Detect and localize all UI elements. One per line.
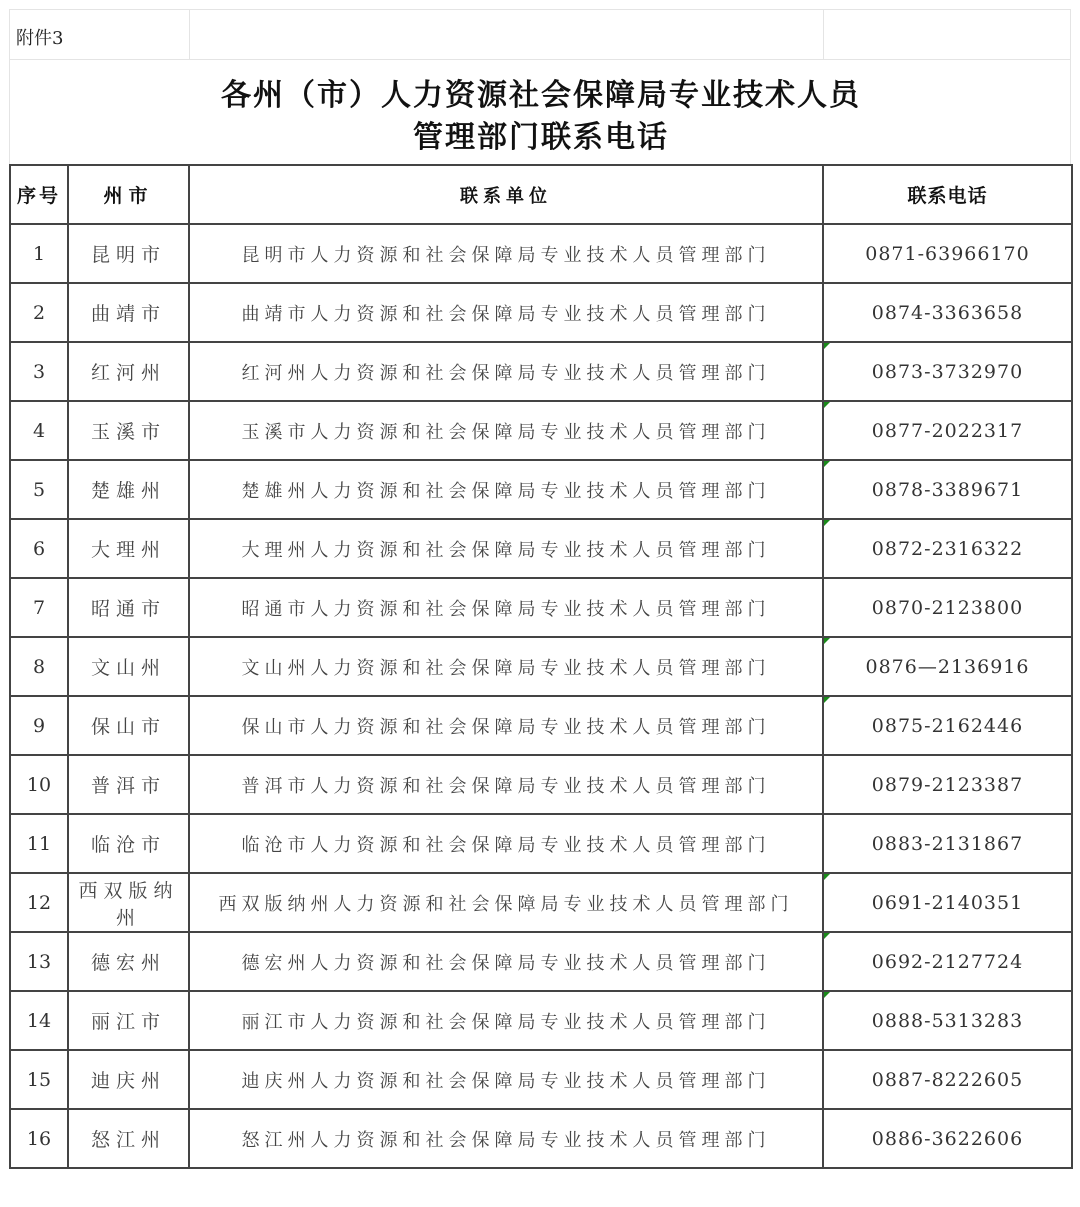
row-unit[interactable]: 怒江州人力资源和社会保障局专业技术人员管理部门	[189, 1109, 823, 1168]
row-city[interactable]: 临沧市	[68, 814, 189, 873]
row-unit[interactable]: 红河州人力资源和社会保障局专业技术人员管理部门	[189, 342, 823, 401]
row-phone[interactable]: 0887-8222605	[823, 1050, 1072, 1109]
row-number[interactable]: 7	[10, 578, 68, 637]
header-no[interactable]: 序号	[10, 165, 68, 224]
row-phone[interactable]: 0875-2162446	[823, 696, 1072, 755]
table-row	[10, 1109, 1072, 1168]
row-phone[interactable]: 0873-3732970	[823, 342, 1072, 401]
table-row	[10, 637, 1072, 696]
header-row	[10, 165, 1072, 224]
row-city[interactable]: 西双版纳州	[68, 873, 189, 932]
row-number[interactable]: 11	[10, 814, 68, 873]
row-city[interactable]: 楚雄州	[68, 460, 189, 519]
row-number[interactable]: 8	[10, 637, 68, 696]
row-city[interactable]: 曲靖市	[68, 283, 189, 342]
row-number[interactable]: 4	[10, 401, 68, 460]
table-row	[10, 814, 1072, 873]
table-row	[10, 873, 1072, 932]
attachment-label: 附件3	[16, 28, 64, 49]
row-phone[interactable]: 0871-63966170	[823, 224, 1072, 283]
row-unit[interactable]: 玉溪市人力资源和社会保障局专业技术人员管理部门	[189, 401, 823, 460]
row-unit[interactable]: 昭通市人力资源和社会保障局专业技术人员管理部门	[189, 578, 823, 637]
row-phone[interactable]: 0872-2316322	[823, 519, 1072, 578]
row-phone[interactable]: 0883-2131867	[823, 814, 1072, 873]
row-number[interactable]: 15	[10, 1050, 68, 1109]
attachment-cell[interactable]	[10, 10, 190, 59]
row-number[interactable]: 14	[10, 991, 68, 1050]
table-row	[10, 283, 1072, 342]
document-title	[10, 75, 1072, 159]
row-number[interactable]: 9	[10, 696, 68, 755]
row-phone[interactable]: 0888-5313283	[823, 991, 1072, 1050]
row-unit[interactable]: 德宏州人力资源和社会保障局专业技术人员管理部门	[189, 932, 823, 991]
title-line-2: 管理部门联系电话	[413, 120, 669, 155]
row-number[interactable]: 12	[10, 873, 68, 932]
row-number[interactable]: 16	[10, 1109, 68, 1168]
table-row	[10, 460, 1072, 519]
title-cell[interactable]	[9, 60, 1071, 164]
header-unit[interactable]: 联系单位	[189, 165, 823, 224]
page-cutoff	[0, 1195, 1080, 1207]
row-unit[interactable]: 曲靖市人力资源和社会保障局专业技术人员管理部门	[189, 283, 823, 342]
table-row	[10, 1050, 1072, 1109]
row-number[interactable]: 1	[10, 224, 68, 283]
row-city[interactable]: 普洱市	[68, 755, 189, 814]
row-unit[interactable]: 大理州人力资源和社会保障局专业技术人员管理部门	[189, 519, 823, 578]
attachment-row	[9, 9, 1071, 60]
row-city[interactable]: 德宏州	[68, 932, 189, 991]
row-number[interactable]: 10	[10, 755, 68, 814]
table-row	[10, 401, 1072, 460]
header-city[interactable]: 州市	[68, 165, 189, 224]
row-unit[interactable]: 保山市人力资源和社会保障局专业技术人员管理部门	[189, 696, 823, 755]
table-row	[10, 932, 1072, 991]
contact-table	[9, 164, 1073, 1169]
row-unit[interactable]: 楚雄州人力资源和社会保障局专业技术人员管理部门	[189, 460, 823, 519]
title-line-1: 各州（市）人力资源社会保障局专业技术人员	[221, 78, 861, 113]
row-city[interactable]: 保山市	[68, 696, 189, 755]
row-number[interactable]: 3	[10, 342, 68, 401]
row-number[interactable]: 2	[10, 283, 68, 342]
row-city[interactable]: 大理州	[68, 519, 189, 578]
row-phone[interactable]: 0691-2140351	[823, 873, 1072, 932]
row-number[interactable]: 5	[10, 460, 68, 519]
table-body	[10, 224, 1072, 1168]
row-city[interactable]: 怒江州	[68, 1109, 189, 1168]
table-row	[10, 519, 1072, 578]
row-unit[interactable]: 丽江市人力资源和社会保障局专业技术人员管理部门	[189, 991, 823, 1050]
table-row	[10, 578, 1072, 637]
row-city[interactable]: 迪庆州	[68, 1050, 189, 1109]
table-row	[10, 342, 1072, 401]
row-unit[interactable]: 昆明市人力资源和社会保障局专业技术人员管理部门	[189, 224, 823, 283]
row-unit[interactable]: 临沧市人力资源和社会保障局专业技术人员管理部门	[189, 814, 823, 873]
row-phone[interactable]: 0692-2127724	[823, 932, 1072, 991]
row-number[interactable]: 13	[10, 932, 68, 991]
row-phone[interactable]: 0878-3389671	[823, 460, 1072, 519]
table-row	[10, 224, 1072, 283]
row-unit[interactable]: 普洱市人力资源和社会保障局专业技术人员管理部门	[189, 755, 823, 814]
table-row	[10, 696, 1072, 755]
row-city[interactable]: 昭通市	[68, 578, 189, 637]
row-phone[interactable]: 0874-3363658	[823, 283, 1072, 342]
table-row	[10, 755, 1072, 814]
row-unit[interactable]: 迪庆州人力资源和社会保障局专业技术人员管理部门	[189, 1050, 823, 1109]
row-number[interactable]: 6	[10, 519, 68, 578]
row-phone[interactable]: 0876—2136916	[823, 637, 1072, 696]
header-phone[interactable]: 联系电话	[823, 165, 1072, 224]
row-phone[interactable]: 0879-2123387	[823, 755, 1072, 814]
table-row	[10, 991, 1072, 1050]
grid-line	[823, 10, 824, 59]
row-phone[interactable]: 0870-2123800	[823, 578, 1072, 637]
row-city[interactable]: 文山州	[68, 637, 189, 696]
row-phone[interactable]: 0886-3622606	[823, 1109, 1072, 1168]
row-city[interactable]: 昆明市	[68, 224, 189, 283]
row-unit[interactable]: 西双版纳州人力资源和社会保障局专业技术人员管理部门	[189, 873, 823, 932]
row-unit[interactable]: 文山州人力资源和社会保障局专业技术人员管理部门	[189, 637, 823, 696]
row-city[interactable]: 红河州	[68, 342, 189, 401]
row-city[interactable]: 玉溪市	[68, 401, 189, 460]
row-phone[interactable]: 0877-2022317	[823, 401, 1072, 460]
row-city[interactable]: 丽江市	[68, 991, 189, 1050]
